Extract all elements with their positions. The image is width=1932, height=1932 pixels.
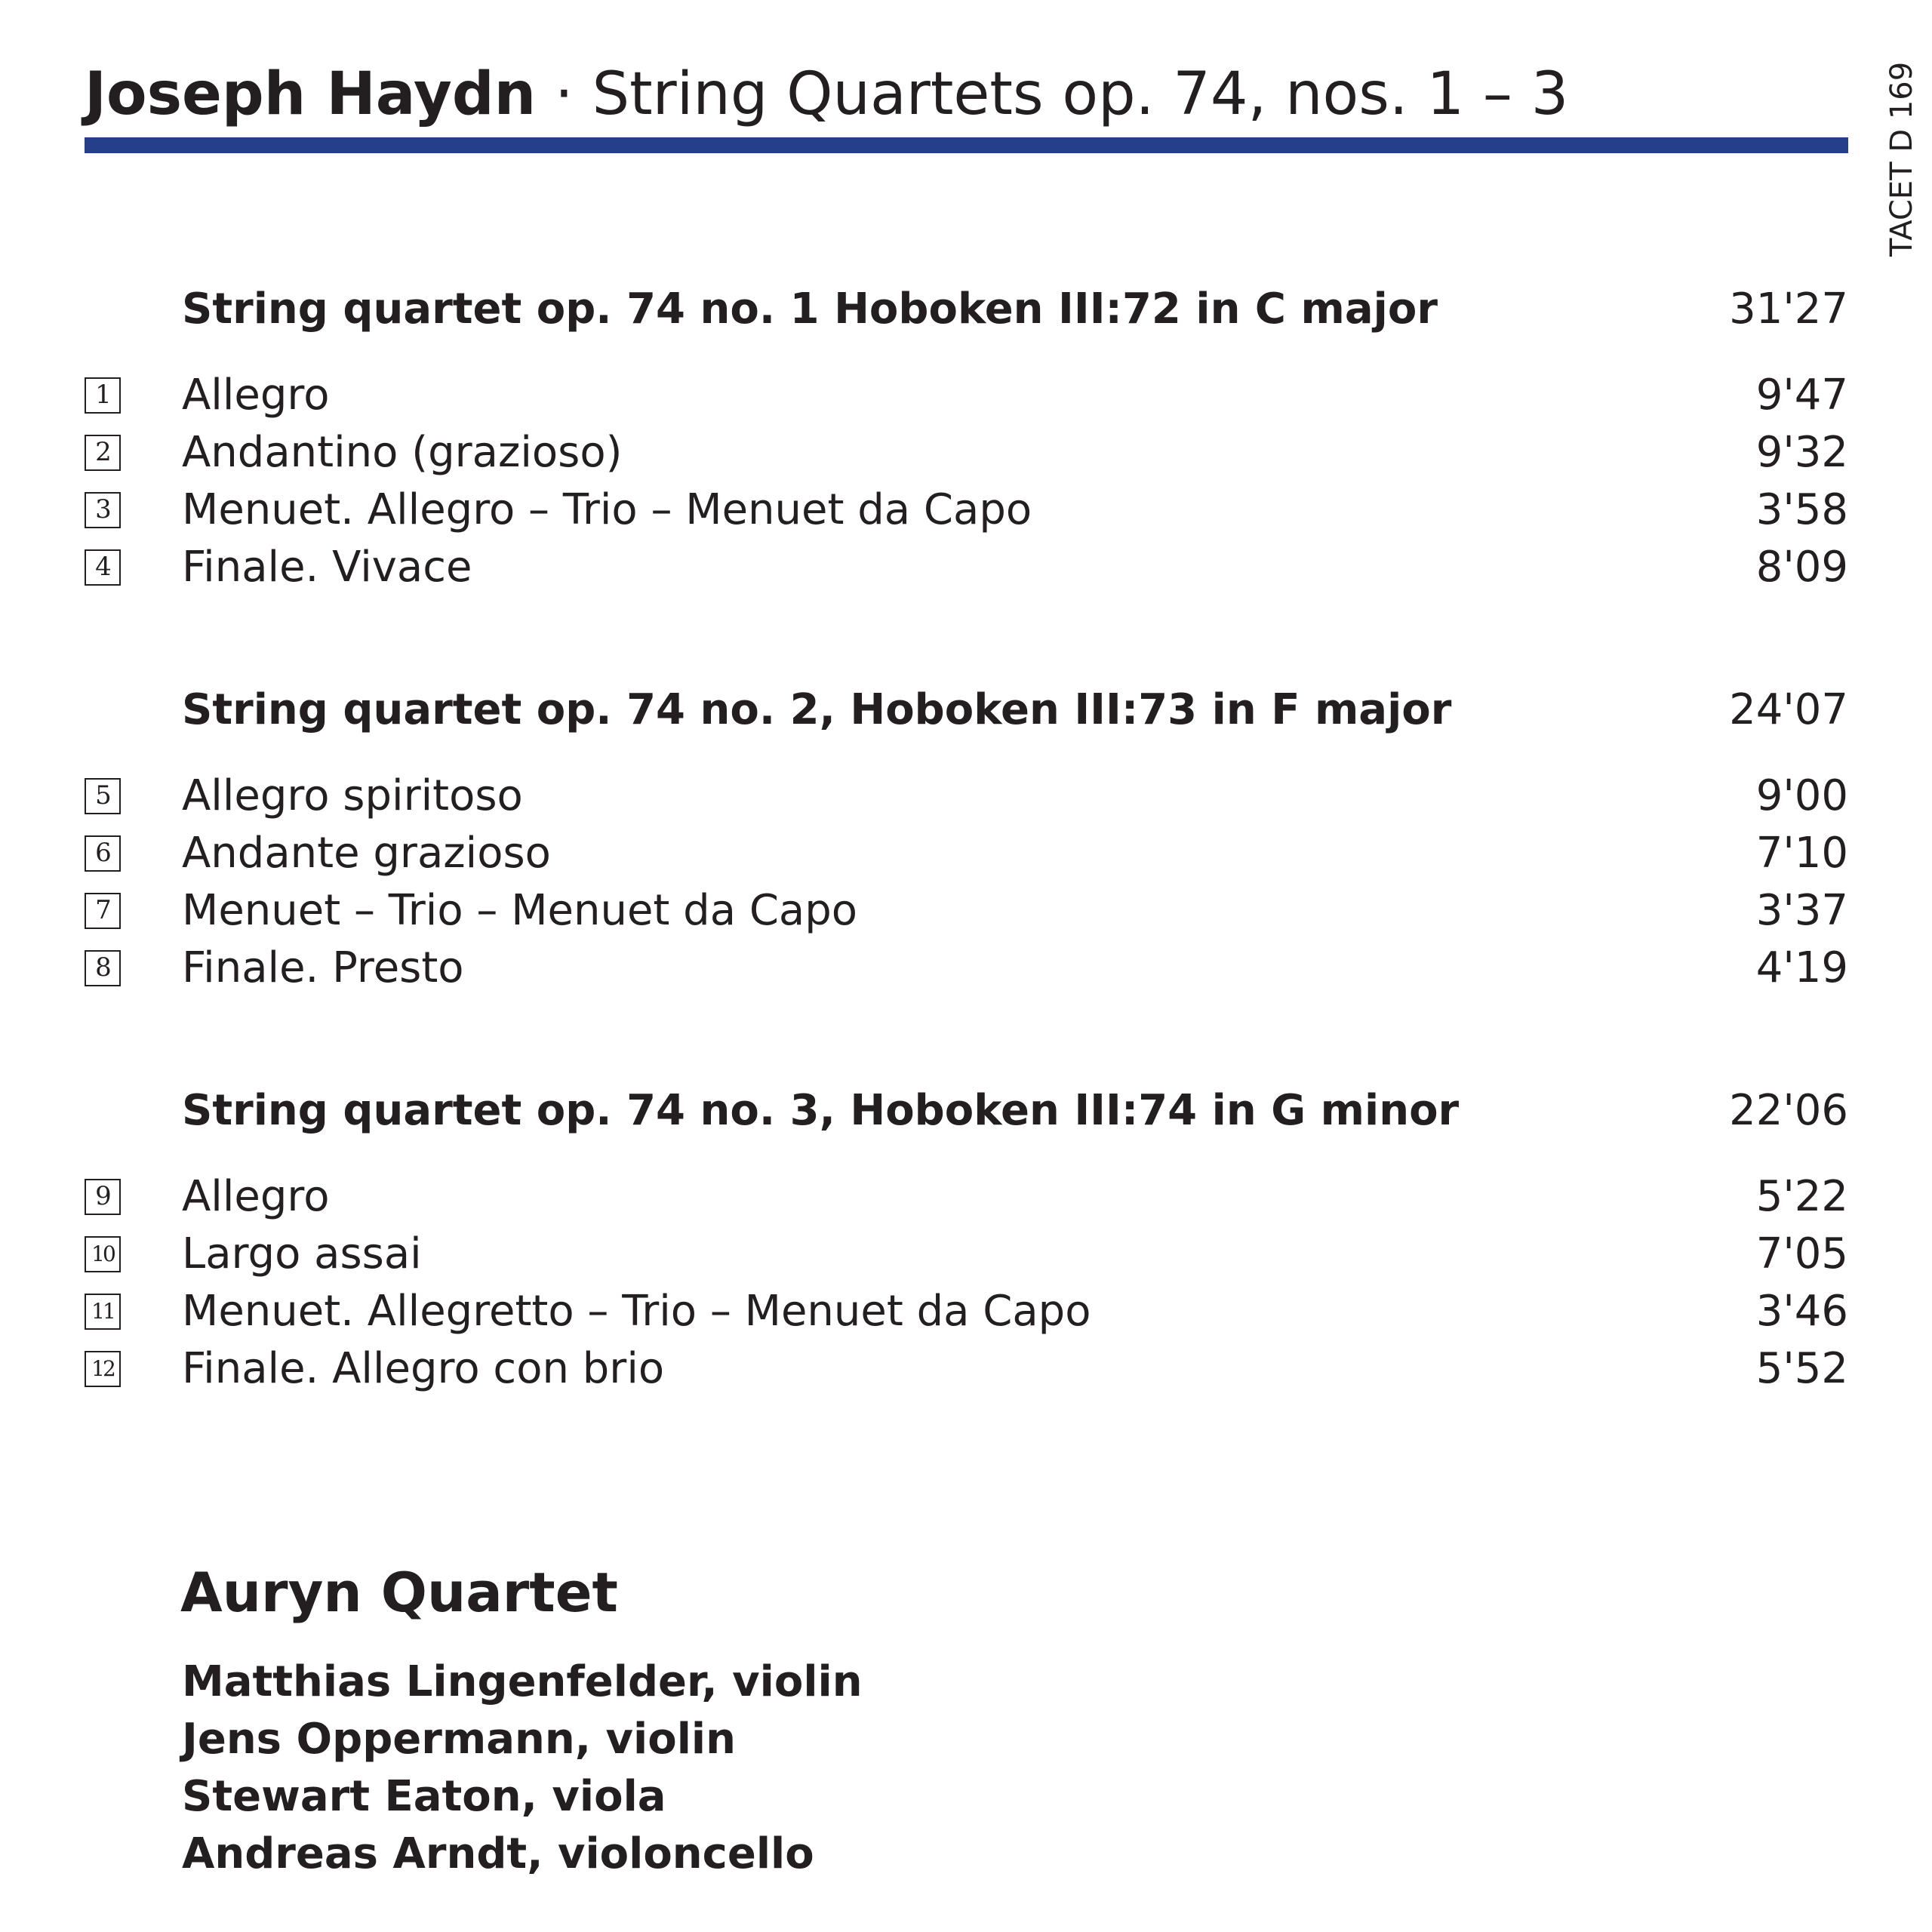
track-duration: 7'05: [1755, 1229, 1848, 1278]
track-row: [0, 884, 1932, 942]
track-duration: 5'22: [1755, 1172, 1848, 1221]
quartet-total-duration: 22'06: [1729, 1086, 1848, 1135]
quartet-heading: [0, 275, 1932, 343]
track-duration: 3'37: [1755, 886, 1848, 935]
track-title: Allegro spiritoso: [182, 771, 523, 820]
track-duration: 3'46: [1755, 1287, 1848, 1336]
track-number: 5: [85, 778, 121, 814]
quartet-title: String quartet op. 74 no. 3, Hoboken III:74 in G minor: [182, 1086, 1460, 1135]
track-number: 8: [85, 950, 121, 986]
track-row: [0, 1285, 1932, 1343]
track-number: 4: [85, 549, 121, 586]
track-row: [0, 827, 1932, 884]
track-number: 1: [85, 377, 121, 414]
track-duration: 7'10: [1755, 829, 1848, 878]
track-row: [0, 770, 1932, 827]
track-number: 9: [85, 1179, 121, 1215]
track-row: [0, 541, 1932, 598]
track-number: 12: [85, 1351, 121, 1387]
track-title: Menuet. Allegretto – Trio – Menuet da Capo: [182, 1287, 1091, 1336]
quartet-title: String quartet op. 74 no. 1 Hoboken III:72 in C major: [182, 285, 1438, 334]
track-row: [0, 426, 1932, 484]
track-number: 10: [85, 1236, 121, 1272]
quartet-total-duration: 31'27: [1729, 285, 1848, 334]
track-title: Finale. Presto: [182, 943, 464, 992]
track-title: Allegro: [182, 1172, 330, 1221]
catalog-number-text: TACET D 169: [1884, 61, 1919, 257]
quartet-section-2: [0, 676, 1932, 993]
track-number: 6: [85, 835, 121, 872]
page-title: [85, 53, 1568, 136]
performer-line: Stewart Eaton, viola: [182, 1772, 666, 1821]
track-row: [0, 942, 1932, 999]
track-title: Allegro: [182, 371, 330, 420]
track-duration: 8'09: [1755, 543, 1848, 592]
track-row: [0, 1343, 1932, 1400]
catalog-number: [1872, 53, 1932, 257]
performer-line: Matthias Lingenfelder, violin: [182, 1657, 863, 1706]
header-rule: [85, 137, 1848, 153]
track-duration: 9'47: [1755, 371, 1848, 420]
track-duration: 9'00: [1755, 771, 1848, 820]
track-title: Finale. Vivace: [182, 543, 472, 592]
quartet-total-duration: 24'07: [1729, 685, 1848, 734]
track-row: [0, 369, 1932, 426]
track-title: Andantino (grazioso): [182, 428, 623, 477]
ensemble-name: Auryn Quartet: [180, 1561, 618, 1624]
quartet-section-1: [0, 275, 1932, 592]
performer-line: Andreas Arndt, violoncello: [182, 1829, 814, 1878]
track-row: [0, 1171, 1932, 1228]
track-number: 7: [85, 893, 121, 929]
track-row: [0, 484, 1932, 541]
track-number: 11: [85, 1294, 121, 1330]
track-number: 2: [85, 435, 121, 471]
quartet-title: String quartet op. 74 no. 2, Hoboken III:73 in F major: [182, 685, 1452, 734]
track-title: Largo assai: [182, 1229, 422, 1278]
track-duration: 4'19: [1755, 943, 1848, 992]
track-duration: 9'32: [1755, 428, 1848, 477]
track-row: [0, 1228, 1932, 1285]
quartet-heading: [0, 1077, 1932, 1145]
track-title: Menuet. Allegro – Trio – Menuet da Capo: [182, 485, 1032, 534]
title-separator: ·: [554, 60, 574, 128]
composer-name: Joseph Haydn: [85, 60, 537, 128]
track-title: Andante grazioso: [182, 829, 551, 878]
track-title: Finale. Allegro con brio: [182, 1344, 665, 1393]
track-number: 3: [85, 492, 121, 528]
track-duration: 3'58: [1755, 485, 1848, 534]
track-duration: 5'52: [1755, 1344, 1848, 1393]
track-title: Menuet – Trio – Menuet da Capo: [182, 886, 858, 935]
performer-line: Jens Oppermann, violin: [182, 1715, 736, 1764]
quartet-section-3: [0, 1077, 1932, 1394]
quartet-heading: [0, 676, 1932, 744]
work-title: String Quartets op. 74, nos. 1 – 3: [592, 60, 1569, 128]
